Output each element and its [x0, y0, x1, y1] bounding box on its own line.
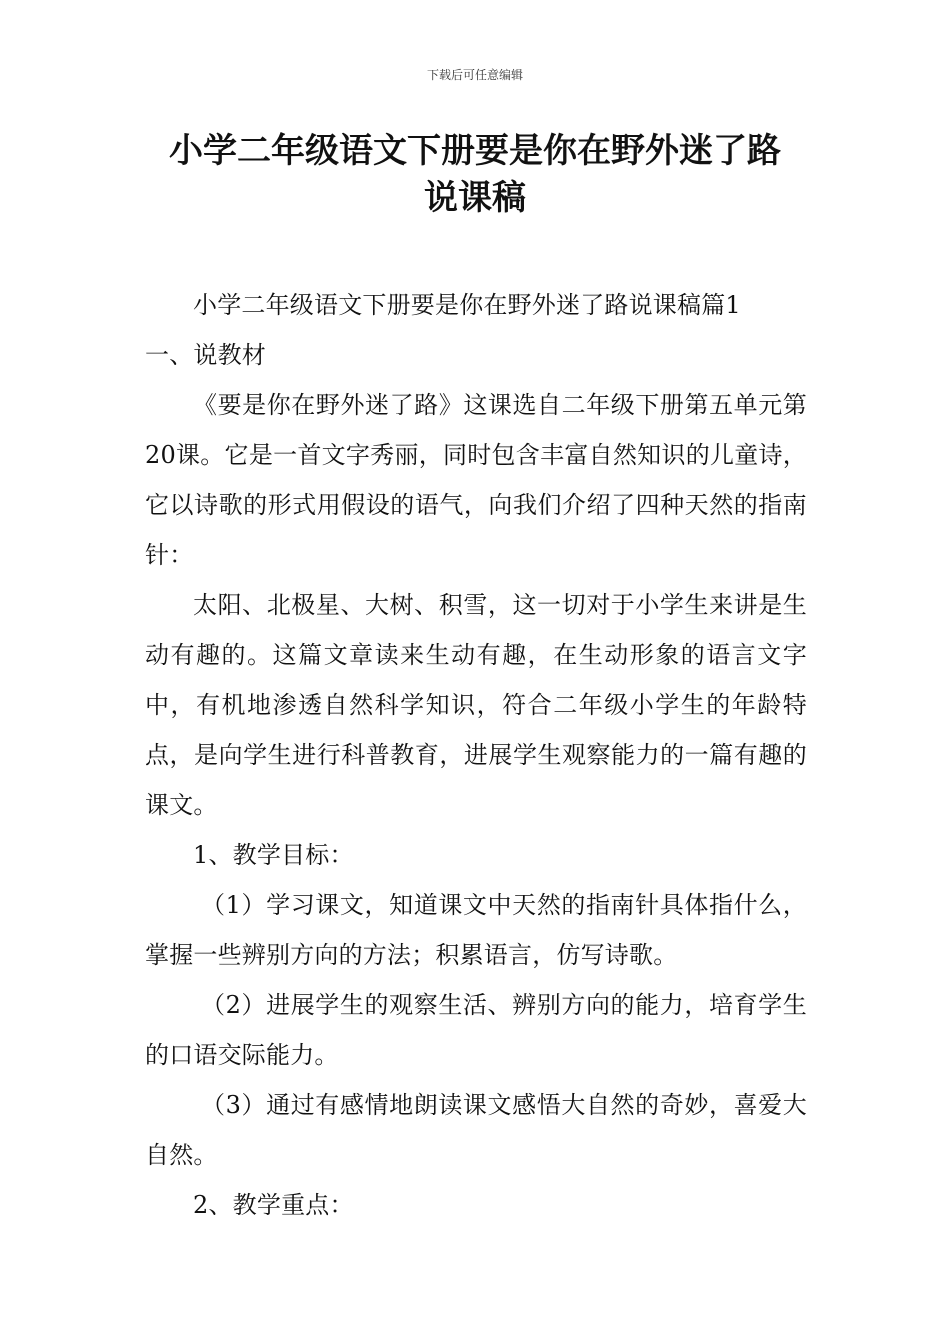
paragraph-key-points-heading: 2、教学重点： [193, 1191, 354, 1219]
paragraph-goal-item: （3）通过有感情地朗读课文感悟大自然的奇妙，喜爱大自然。 [145, 1091, 807, 1169]
paragraph-text: 太阳、北极星、大树、积雪，这一切对于小学生来讲是生动有趣的。这篇文章读来生动有趣，在生动形象的语言文字中，有机地渗透自然科学知识，符合二年级小学生的年龄特点，是向学生进行科普教育，进展学生观察能力的一篇有趣的课文。 [145, 591, 807, 819]
document-title [120, 128, 830, 222]
paragraph-text: 《要是你在野外迷了路》这课选自二年级下册第五单元第20课。它是一首文字秀丽，同时包含丰富自然知识的儿童诗，它以诗歌的形式用假设的语气，向我们介绍了四种天然的指南针： [145, 391, 807, 569]
paragraph-part-one-heading: 一、说教材 [145, 341, 266, 369]
title-line-1: 小学二年级语文下册要是你在野外迷了路 [169, 131, 781, 171]
paragraph-goals-heading: 1、教学目标： [193, 841, 354, 869]
header-note: 下载后可任意编辑 [426, 68, 523, 82]
paragraph-goal-item: （2）进展学生的观察生活、辨别方向的能力，培育学生的口语交际能力。 [145, 991, 807, 1069]
title-line-2: 说课稿 [424, 178, 526, 218]
paragraph-section-heading: 小学二年级语文下册要是你在野外迷了路说课稿篇1 [193, 291, 741, 319]
document-body [145, 280, 807, 1230]
paragraph-goal-item: （1）学习课文，知道课文中天然的指南针具体指什么，掌握一些辨别方向的方法；积累语言，仿写诗歌。 [145, 891, 807, 969]
